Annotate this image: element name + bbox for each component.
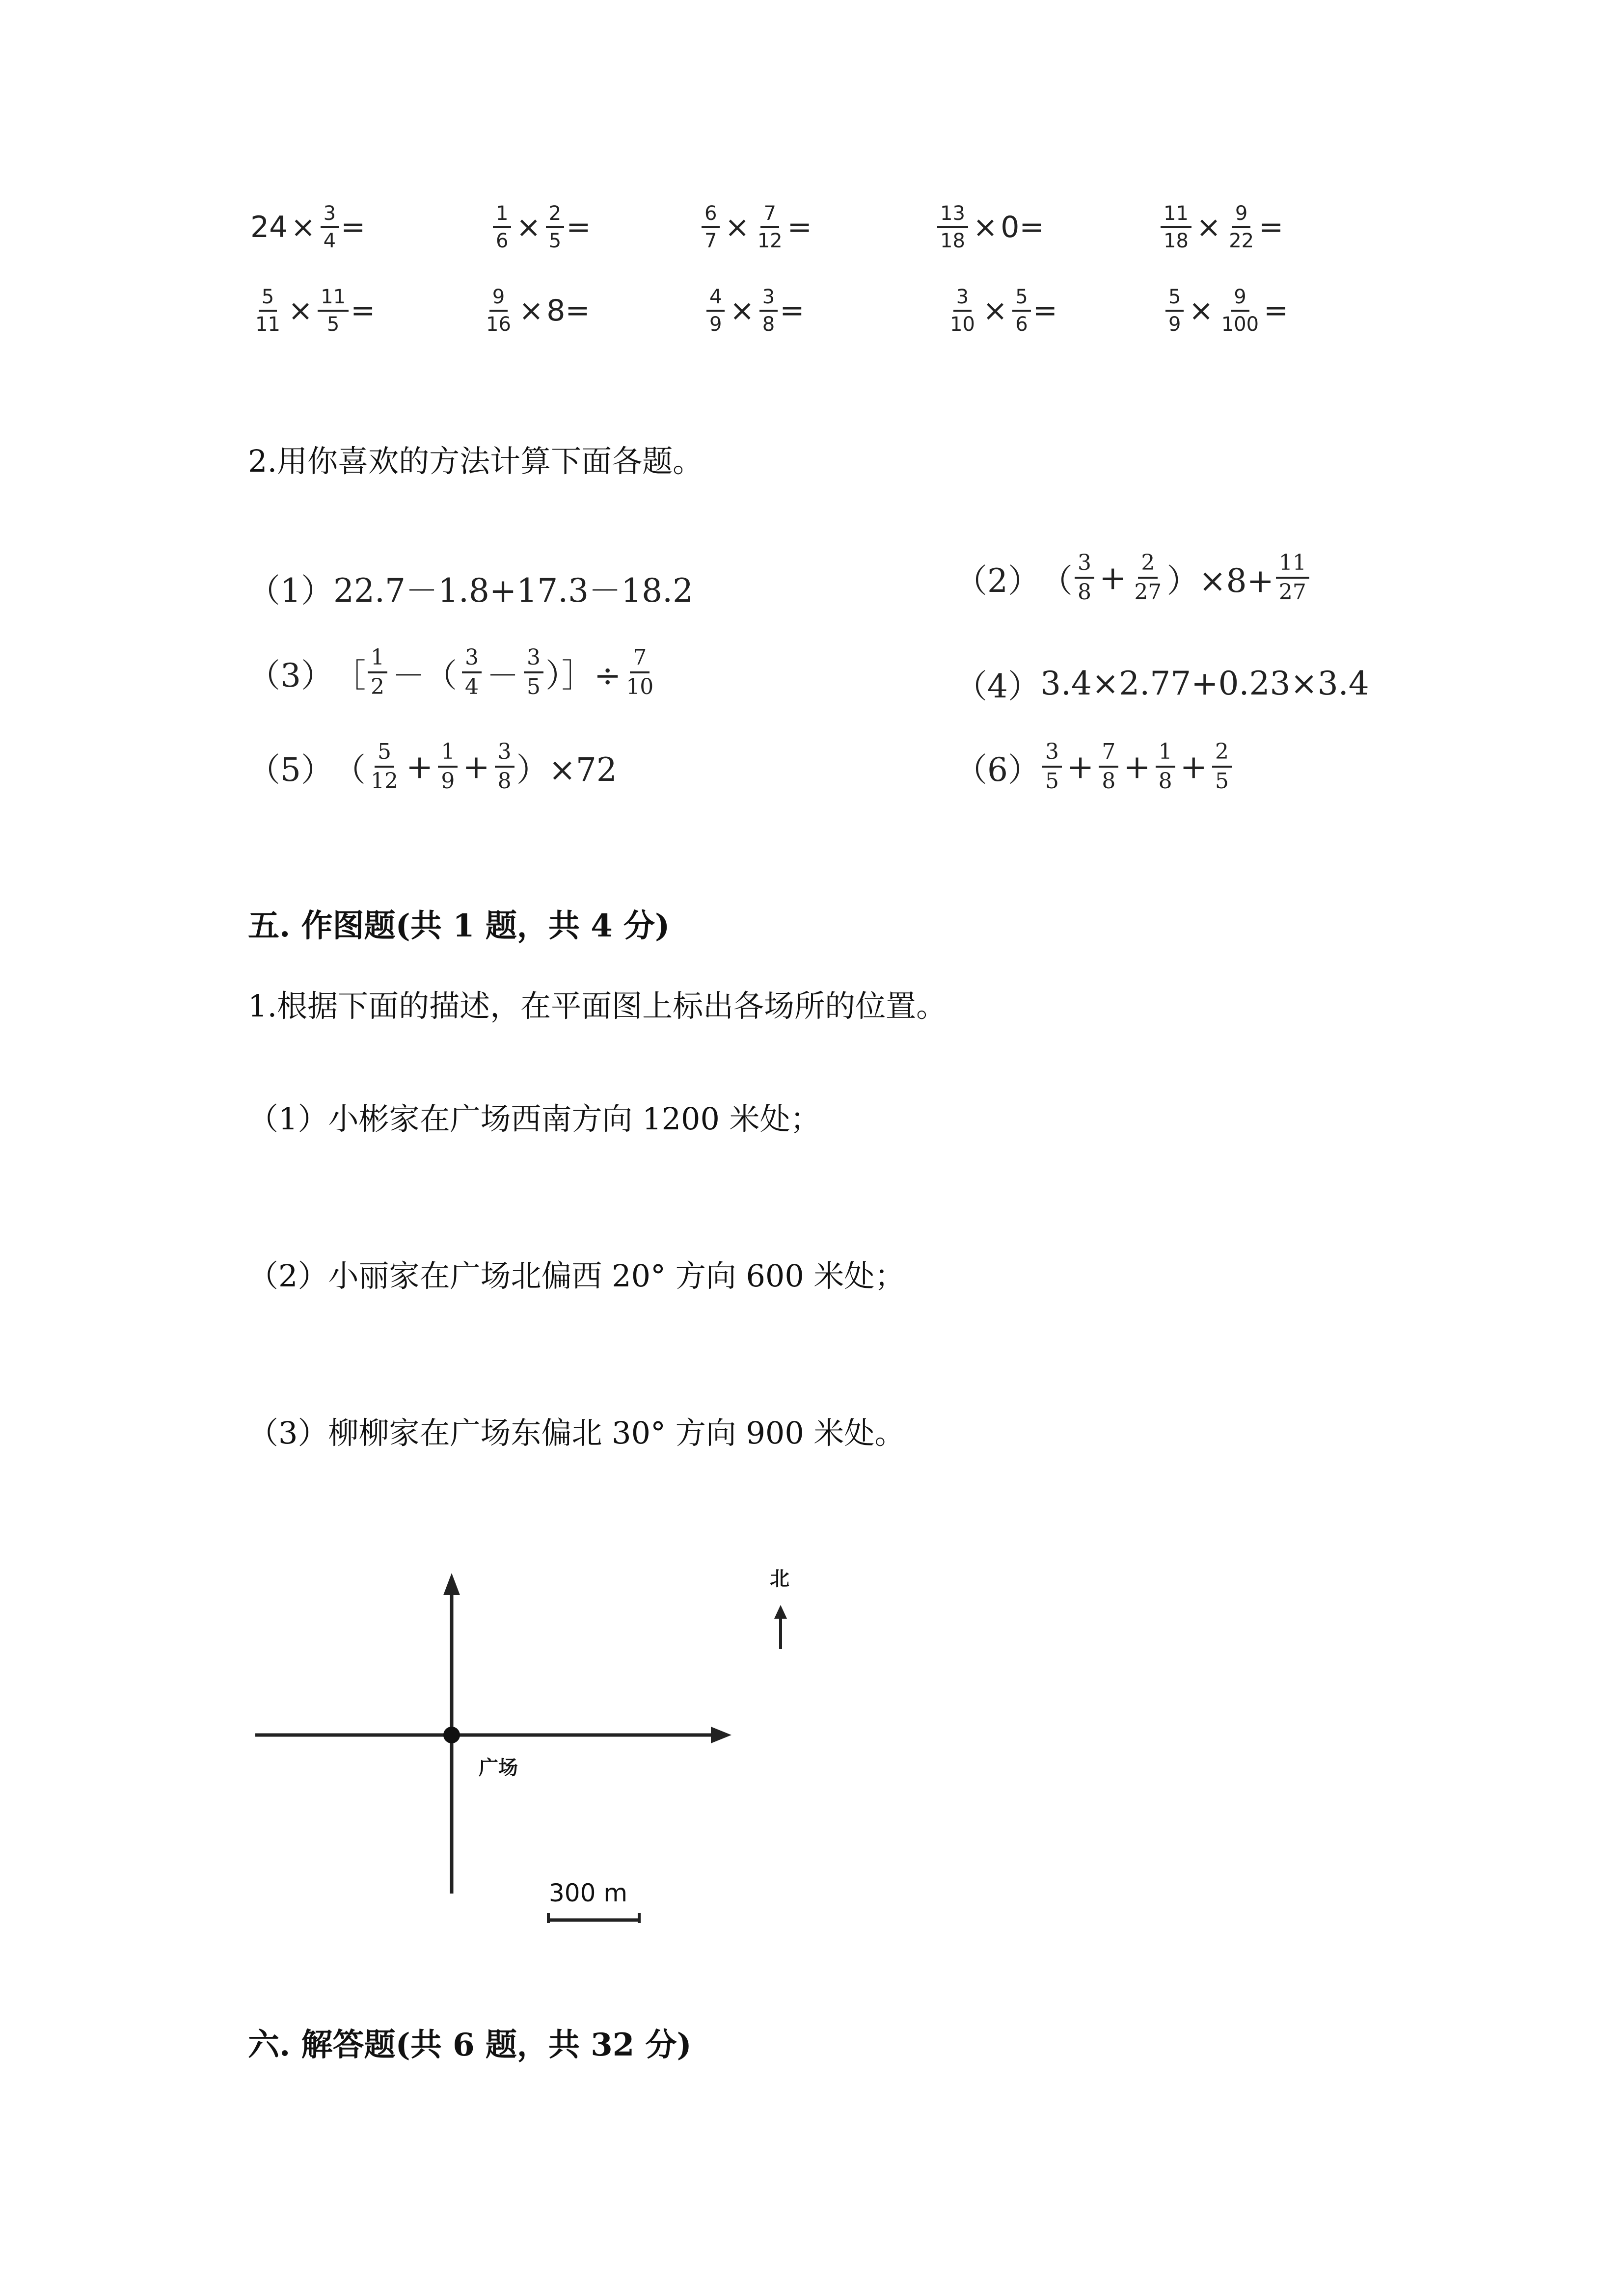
denominator: 6 (496, 230, 509, 252)
q2-prompt: 2.用你喜欢的方法计算下面各题。 (248, 443, 704, 479)
numerator: 7 (630, 647, 650, 673)
denominator: 8 (1078, 580, 1091, 605)
denominator: 8 (1158, 769, 1172, 794)
plus-sign: + (406, 748, 433, 786)
section-5-title: 五. 作图题(共 1 题，共 4 分) (248, 908, 670, 944)
denominator: 18 (1164, 230, 1189, 252)
numerator: 4 (706, 287, 725, 312)
section-5-item-1: （1）小彬家在广场西南方向 1200 米处； (248, 1101, 821, 1137)
numerator: 5 (375, 741, 394, 768)
denominator: 5 (1045, 769, 1059, 794)
horizontal-axis (255, 1727, 731, 1743)
expression-part: ）×72 (516, 750, 617, 789)
expression-part: －（ (392, 656, 457, 694)
numerator: 9 (489, 287, 508, 312)
denominator: 4 (465, 674, 479, 699)
plus-sign: + (462, 748, 490, 786)
numerator: 7 (760, 204, 779, 228)
expression-part: ）×8+ (1166, 561, 1274, 600)
denominator: 10 (950, 313, 975, 336)
denominator: 9 (441, 769, 455, 794)
numerator: 3 (1042, 741, 1062, 768)
numerator: 1 (493, 204, 511, 228)
section-5-item-3: （3）柳柳家在广场东偏北 30° 方向 900 米处。 (248, 1415, 905, 1451)
times-sign: × (730, 294, 755, 328)
numerator: 3 (462, 647, 482, 673)
times-sign: × (291, 210, 316, 244)
numerator: 3 (953, 287, 972, 312)
section-5-item-2: （2）小丽家在广场北偏西 20° 方向 600 米处； (248, 1258, 905, 1294)
numerator: 9 (1232, 204, 1250, 228)
equals-sign: = (565, 294, 590, 328)
plus-sign: + (1099, 559, 1127, 597)
scale-bar (548, 1913, 639, 1923)
equals-sign: = (1019, 210, 1044, 244)
minus-sign: － (487, 656, 519, 694)
denominator: 9 (1168, 313, 1181, 336)
denominator: 18 (940, 230, 965, 252)
denominator: 4 (323, 230, 336, 252)
numerator: 11 (1276, 552, 1309, 579)
times-sign: × (725, 210, 750, 244)
numerator: 2 (546, 204, 564, 228)
numerator: 3 (759, 287, 778, 312)
equals-sign: = (1032, 294, 1057, 328)
expression: 3.4×2.77+0.23×3.4 (1040, 665, 1369, 702)
denominator: 8 (1102, 769, 1116, 794)
plus-sign: + (1067, 748, 1094, 786)
denominator: 12 (371, 769, 398, 794)
numerator: 9 (1231, 287, 1249, 312)
denominator: 5 (527, 674, 541, 699)
times-sign: × (1196, 210, 1221, 244)
problem-label: （6） (955, 750, 1040, 789)
denominator: 7 (704, 230, 717, 252)
numerator: 1 (1156, 741, 1175, 768)
plaza-label: 广场 (479, 1757, 518, 1779)
denominator: 5 (1215, 769, 1229, 794)
numerator: 3 (524, 647, 543, 673)
number: 0 (1001, 210, 1020, 244)
denominator: 8 (497, 769, 512, 794)
numerator: 5 (259, 287, 277, 312)
equals-sign: = (341, 210, 366, 244)
numerator: 7 (1099, 741, 1118, 768)
expression-part: ）］÷ (545, 656, 622, 694)
times-sign: × (518, 294, 544, 328)
numerator: 11 (1161, 204, 1191, 228)
denominator: 8 (762, 313, 775, 336)
north-label: 北 (770, 1568, 789, 1590)
plus-sign: + (1123, 748, 1151, 786)
times-sign: × (288, 294, 313, 328)
denominator: 11 (255, 313, 280, 336)
problem-label: （3） (248, 656, 333, 694)
denominator: 27 (1278, 580, 1306, 605)
paren: （ (1040, 561, 1073, 600)
equals-sign: = (1259, 210, 1284, 244)
numerator: 13 (937, 204, 968, 228)
bracket: ［ (333, 656, 366, 694)
denominator: 5 (548, 230, 562, 252)
denominator: 9 (709, 313, 722, 336)
numerator: 3 (495, 741, 514, 768)
numerator: 3 (1075, 552, 1094, 579)
section-6-title: 六. 解答题(共 6 题，共 32 分) (248, 2027, 692, 2063)
numerator: 6 (702, 204, 720, 228)
problem-label: （4） (955, 667, 1040, 705)
equals-sign: = (780, 294, 805, 328)
denominator: 10 (626, 674, 654, 699)
expression: 22.7－1.8+17.3－18.2 (333, 572, 694, 610)
times-sign: × (1189, 294, 1214, 328)
numerator: 2 (1212, 741, 1232, 768)
numerator: 1 (368, 647, 387, 673)
number: 24 (250, 210, 288, 244)
problem-label: （1） (248, 572, 333, 610)
equals-sign: = (351, 294, 376, 328)
denominator: 5 (326, 313, 340, 336)
equals-sign: = (1264, 294, 1289, 328)
denominator: 100 (1221, 313, 1259, 336)
numerator: 5 (1165, 287, 1184, 312)
equals-sign: = (566, 210, 591, 244)
denominator: 27 (1134, 580, 1162, 605)
times-sign: × (973, 210, 998, 244)
scale-label: 300 m (549, 1879, 628, 1907)
north-arrow-icon (774, 1605, 787, 1649)
section-5-question: 1.根据下面的描述，在平面图上标出各场所的位置。 (248, 988, 947, 1024)
numerator: 5 (1012, 287, 1030, 312)
numerator: 3 (321, 204, 339, 228)
paren: （ (333, 750, 366, 789)
denominator: 6 (1015, 313, 1028, 336)
times-sign: × (982, 294, 1008, 328)
problem-label: （2） (955, 561, 1040, 600)
denominator: 16 (486, 313, 511, 336)
times-sign: × (516, 210, 541, 244)
plaza-point (443, 1727, 460, 1743)
denominator: 22 (1229, 230, 1254, 252)
problem-label: （5） (248, 750, 333, 789)
numerator: 2 (1138, 552, 1158, 579)
numerator: 1 (438, 741, 458, 768)
equals-sign: = (787, 210, 812, 244)
plus-sign: + (1180, 748, 1207, 786)
denominator: 2 (371, 674, 384, 699)
denominator: 12 (757, 230, 783, 252)
number: 8 (546, 294, 566, 328)
numerator: 11 (318, 287, 349, 312)
